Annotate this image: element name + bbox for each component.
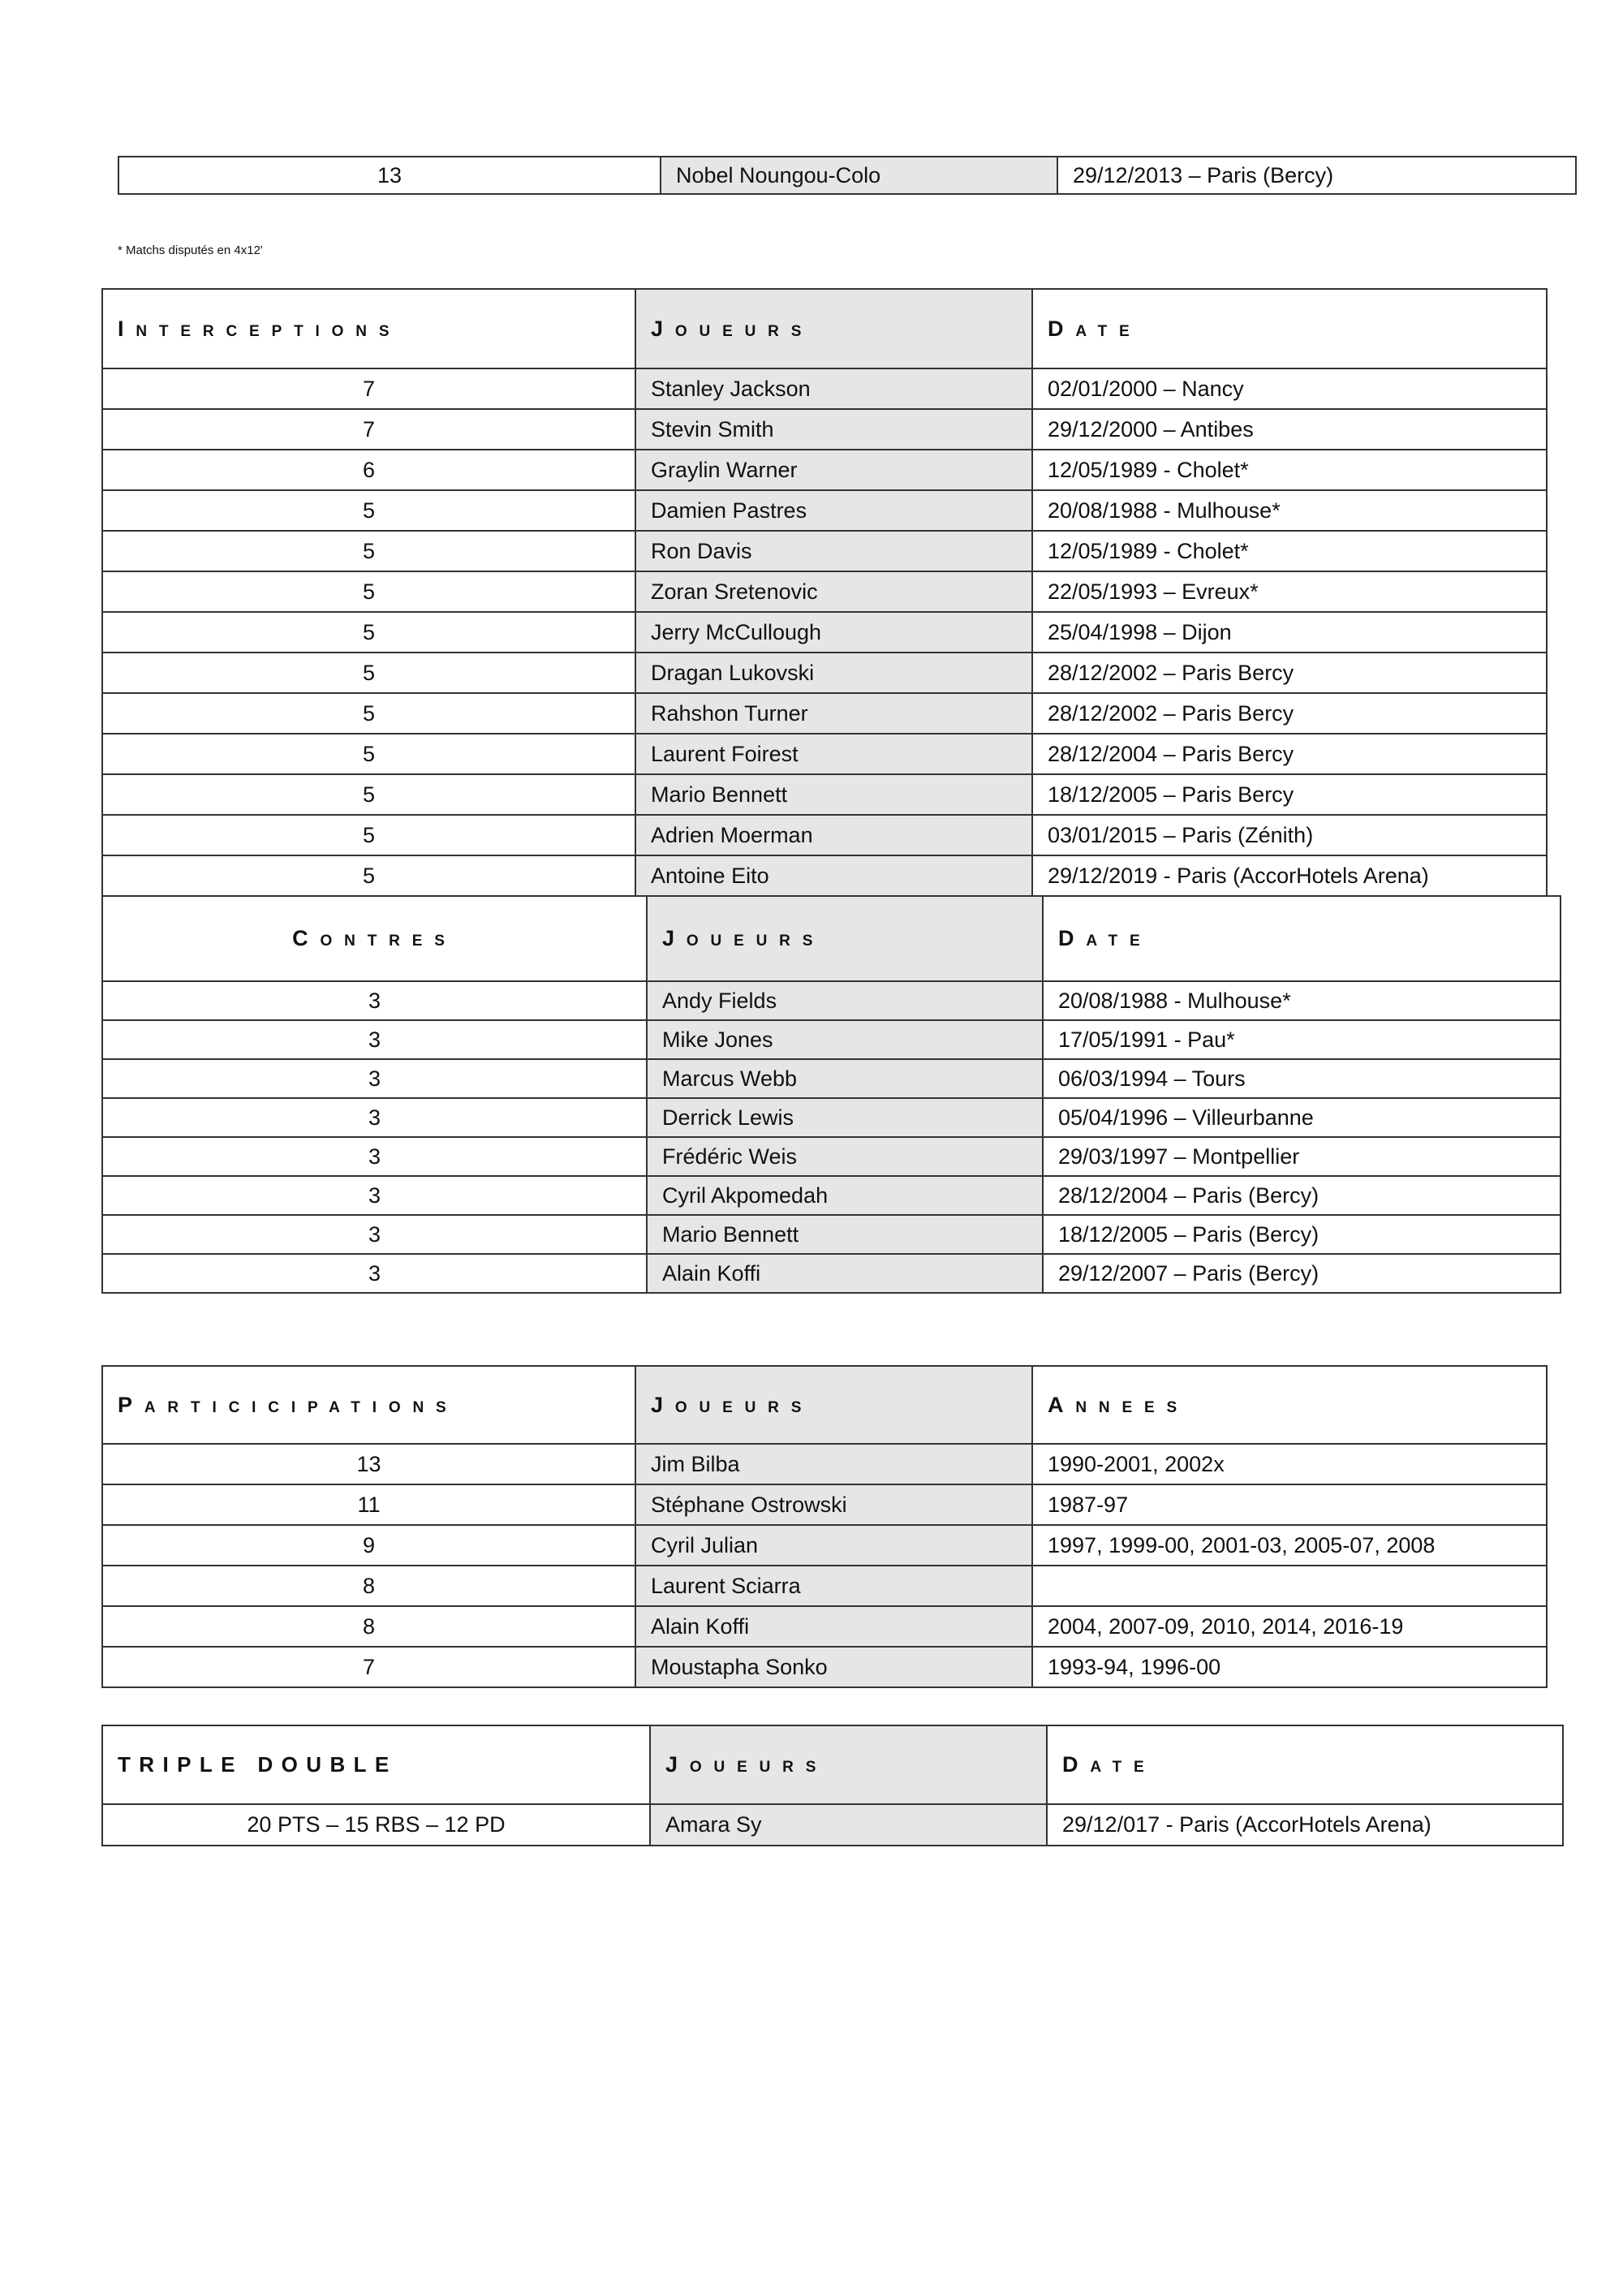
value-cell: 3 (102, 1137, 647, 1176)
player-cell: Marcus Webb (647, 1059, 1043, 1098)
table-row (102, 1176, 1561, 1215)
value-cell: 5 (102, 612, 635, 653)
player-cell: Stanley Jackson (635, 368, 1032, 409)
player-cell: Cyril Julian (635, 1525, 1032, 1566)
table-row (102, 774, 1547, 815)
table-row (118, 157, 1576, 194)
table-row (102, 693, 1547, 734)
value-cell: 6 (102, 450, 635, 490)
date-cell: 29/12/2013 – Paris (Bercy) (1057, 157, 1576, 194)
table-row (102, 1484, 1547, 1525)
value-cell: 5 (102, 774, 635, 815)
value-cell: 5 (102, 693, 635, 734)
table-header-row (102, 1366, 1547, 1444)
table-row (102, 450, 1547, 490)
triple-double-table (101, 1725, 1564, 1846)
contres-table (101, 895, 1561, 1294)
interceptions-table (101, 288, 1548, 897)
value-cell: 13 (118, 157, 661, 194)
date-cell: 03/01/2015 – Paris (Zénith) (1032, 815, 1547, 855)
player-cell: Rahshon Turner (635, 693, 1032, 734)
date-cell: 28/12/2004 – Paris Bercy (1032, 734, 1547, 774)
date-cell: 17/05/1991 - Pau* (1043, 1020, 1561, 1059)
player-cell: Stéphane Ostrowski (635, 1484, 1032, 1525)
column-header: joueurs (635, 1366, 1032, 1444)
table-row (102, 981, 1561, 1020)
table-row (102, 1137, 1561, 1176)
date-cell: 22/05/1993 – Evreux* (1032, 571, 1547, 612)
date-cell: 25/04/1998 – Dijon (1032, 612, 1547, 653)
table-row (102, 1647, 1547, 1687)
player-cell: Adrien Moerman (635, 815, 1032, 855)
table-row (102, 1606, 1547, 1647)
table-row (102, 490, 1547, 531)
table-header-row (102, 1725, 1563, 1804)
value-cell: 11 (102, 1484, 635, 1525)
table-row (102, 612, 1547, 653)
table-row (102, 409, 1547, 450)
table-row (102, 1525, 1547, 1566)
date-cell: 20/08/1988 - Mulhouse* (1032, 490, 1547, 531)
value-cell: 5 (102, 653, 635, 693)
table-row (102, 368, 1547, 409)
value-cell: 8 (102, 1566, 635, 1606)
player-cell: Alain Koffi (635, 1606, 1032, 1647)
participations-table (101, 1365, 1548, 1688)
player-cell: Graylin Warner (635, 450, 1032, 490)
player-cell: Mike Jones (647, 1020, 1043, 1059)
date-cell: 1990-2001, 2002x (1032, 1444, 1547, 1484)
column-header: Interceptions (102, 289, 635, 368)
date-cell: 12/05/1989 - Cholet* (1032, 450, 1547, 490)
player-cell: Laurent Sciarra (635, 1566, 1032, 1606)
date-cell: 29/12/2007 – Paris (Bercy) (1043, 1254, 1561, 1293)
date-cell: 1987-97 (1032, 1484, 1547, 1525)
table-row (102, 1059, 1561, 1098)
value-cell: 5 (102, 855, 635, 896)
player-cell: Mario Bennett (647, 1215, 1043, 1254)
player-cell: Dragan Lukovski (635, 653, 1032, 693)
date-cell: 12/05/1989 - Cholet* (1032, 531, 1547, 571)
table-row (102, 571, 1547, 612)
value-cell: 8 (102, 1606, 635, 1647)
value-cell: 3 (102, 1254, 647, 1293)
table-header-row (102, 896, 1561, 981)
date-cell: 29/12/2000 – Antibes (1032, 409, 1547, 450)
player-cell: Moustapha Sonko (635, 1647, 1032, 1687)
date-cell: 05/04/1996 – Villeurbanne (1043, 1098, 1561, 1137)
value-cell: 5 (102, 815, 635, 855)
player-cell: Frédéric Weis (647, 1137, 1043, 1176)
column-header: joueurs (635, 289, 1032, 368)
value-cell: 3 (102, 1059, 647, 1098)
table-row (102, 1215, 1561, 1254)
table-header-row (102, 289, 1547, 368)
table-row (102, 1444, 1547, 1484)
column-header: Contres (102, 896, 647, 981)
top-record-table (118, 156, 1577, 195)
table-row (102, 1098, 1561, 1137)
table-row (102, 531, 1547, 571)
player-cell: Zoran Sretenovic (635, 571, 1032, 612)
date-cell (1032, 1566, 1547, 1606)
value-cell: 3 (102, 1176, 647, 1215)
table-row (102, 1020, 1561, 1059)
table-row (102, 815, 1547, 855)
value-cell: 7 (102, 409, 635, 450)
date-cell: 18/12/2005 – Paris (Bercy) (1043, 1215, 1561, 1254)
column-header: date (1032, 289, 1547, 368)
date-cell: 02/01/2000 – Nancy (1032, 368, 1547, 409)
player-cell: Andy Fields (647, 981, 1043, 1020)
player-cell: Stevin Smith (635, 409, 1032, 450)
player-cell: Mario Bennett (635, 774, 1032, 815)
value-cell: 3 (102, 981, 647, 1020)
date-cell: 29/03/1997 – Montpellier (1043, 1137, 1561, 1176)
player-cell: Damien Pastres (635, 490, 1032, 531)
value-cell: 5 (102, 531, 635, 571)
value-cell: 7 (102, 368, 635, 409)
value-cell: 3 (102, 1215, 647, 1254)
date-cell: 06/03/1994 – Tours (1043, 1059, 1561, 1098)
date-cell: 29/12/017 - Paris (AccorHotels Arena) (1047, 1804, 1563, 1846)
date-cell: 20/08/1988 - Mulhouse* (1043, 981, 1561, 1020)
player-cell: Laurent Foirest (635, 734, 1032, 774)
footnote: * Matchs disputés en 4x12' (118, 243, 263, 257)
table-row (102, 1566, 1547, 1606)
value-cell: 5 (102, 571, 635, 612)
player-cell: Jim Bilba (635, 1444, 1032, 1484)
player-cell: Cyril Akpomedah (647, 1176, 1043, 1215)
date-cell: 1993-94, 1996-00 (1032, 1647, 1547, 1687)
table-row (102, 1804, 1563, 1846)
column-header: Particicipations (102, 1366, 635, 1444)
column-header: joueurs (650, 1725, 1047, 1804)
column-header: joueurs (647, 896, 1043, 981)
player-cell: Antoine Eito (635, 855, 1032, 896)
column-header: annees (1032, 1366, 1547, 1444)
value-cell: 5 (102, 734, 635, 774)
value-cell: 3 (102, 1098, 647, 1137)
table-row (102, 855, 1547, 896)
player-cell: Jerry McCullough (635, 612, 1032, 653)
player-cell: Derrick Lewis (647, 1098, 1043, 1137)
column-header: date (1047, 1725, 1563, 1804)
date-cell: 28/12/2002 – Paris Bercy (1032, 653, 1547, 693)
value-cell: 3 (102, 1020, 647, 1059)
column-header: date (1043, 896, 1561, 981)
date-cell: 18/12/2005 – Paris Bercy (1032, 774, 1547, 815)
player-cell: Ron Davis (635, 531, 1032, 571)
date-cell: 29/12/2019 - Paris (AccorHotels Arena) (1032, 855, 1547, 896)
value-cell: 13 (102, 1444, 635, 1484)
player-cell: Amara Sy (650, 1804, 1047, 1846)
player-cell: Alain Koffi (647, 1254, 1043, 1293)
value-cell: 7 (102, 1647, 635, 1687)
table-row (102, 653, 1547, 693)
table-row (102, 734, 1547, 774)
value-cell: 9 (102, 1525, 635, 1566)
value-cell: 5 (102, 490, 635, 531)
player-cell: Nobel Noungou-Colo (661, 157, 1057, 194)
value-cell: 20 PTS – 15 RBS – 12 PD (102, 1804, 650, 1846)
date-cell: 28/12/2004 – Paris (Bercy) (1043, 1176, 1561, 1215)
date-cell: 2004, 2007-09, 2010, 2014, 2016-19 (1032, 1606, 1547, 1647)
date-cell: 28/12/2002 – Paris Bercy (1032, 693, 1547, 734)
table-row (102, 1254, 1561, 1293)
column-header: TRIPLE DOUBLE (102, 1725, 650, 1804)
date-cell: 1997, 1999-00, 2001-03, 2005-07, 2008 (1032, 1525, 1547, 1566)
